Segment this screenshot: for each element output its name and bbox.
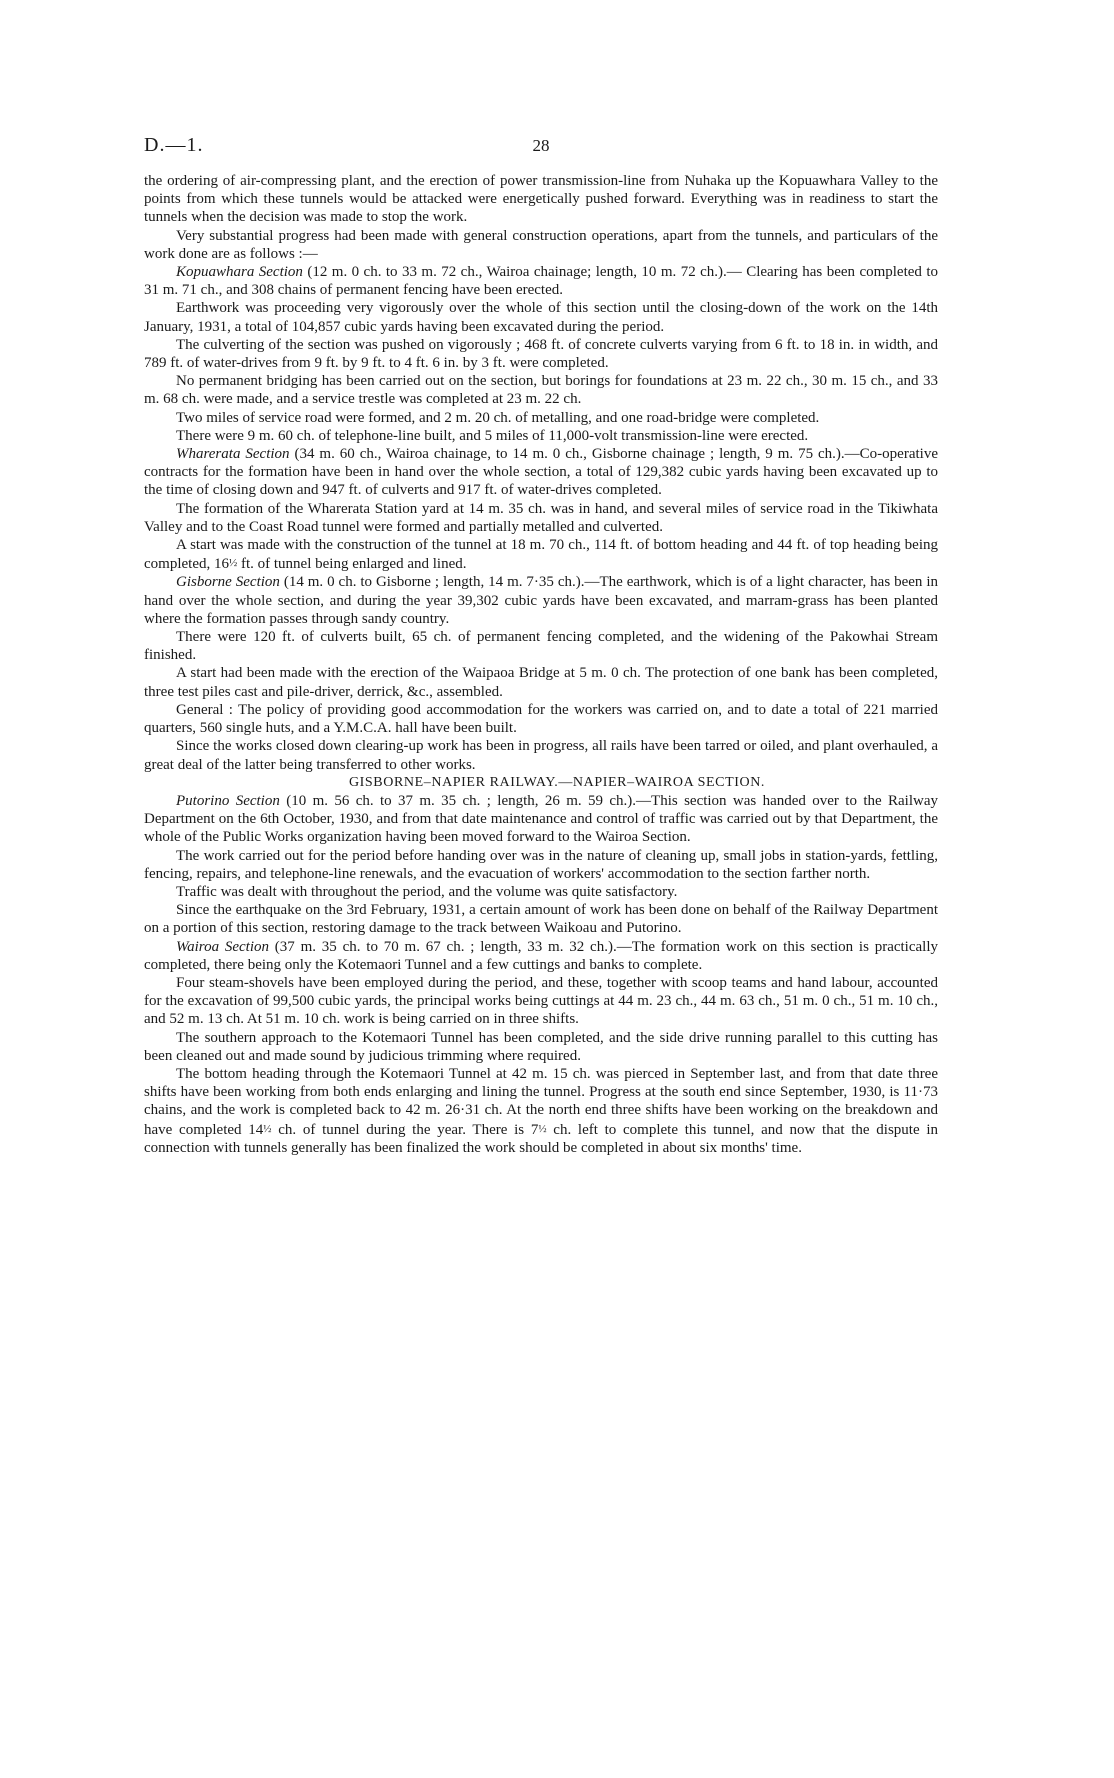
paragraph-text: (12 m. 0 ch. to 33 m. 72 ch., Wairoa chainage; length, 10 m. 72 ch.).— Clearing has been completed to 31 m. 71 ch., and 308 chains of permanent fencing have been erected. (144, 264, 939, 299)
fraction: ½ (228, 557, 238, 570)
paragraph: There were 120 ft. of culverts built, 65 ch. of permanent fencing completed, and the widening of the Pakowhai Stream finished. (144, 629, 938, 664)
paragraph-text: (34 m. 60 ch., Wairoa chainage, to 14 m. 0 ch., Gisborne chainage ; length, 9 m. 75 ch.).—Co-operative contracts for the formation have been in hand over the whole section, a total of 129,382 cubic yards having been excavated up to the time of closing down and 947 ft. of culverts and 917 ft. of water-drives completed. (144, 446, 938, 499)
paragraph (144, 536, 938, 573)
paragraph (144, 573, 938, 628)
paragraph: the ordering of air-compressing plant, and the erection of power transmission-line from Nuhaka up the Kopuawhara Valley to the points from which these tunnels would be attacked were energetically pushed forward. Everything was in readiness to start the tunnels when the decision was made to stop the work. (144, 173, 938, 226)
paragraph-text: (10 m. 56 ch. to 37 m. 35 ch. ; length, 26 m. 59 ch.).—This section was handed over to the Railway Department on the 6th October, 1930, and from that date maintenance and control of traffic was carried out by that Department, the whole of the Public Works organization having been moved forward to the Wairoa Section. (144, 792, 938, 846)
paragraph: Earthwork was proceeding very vigorously over the whole of this section until the closing-down of the work on the 14th January, 1931, a total of 104,857 cubic yards having been excavated during the period. (144, 300, 938, 335)
paragraph: A start had been made with the erection of the Waipaoa Bridge at 5 m. 0 ch. The protection of one bank has been completed, three test piles cast and pile-driver, derrick, &c., assembled. (144, 665, 938, 700)
page-header (144, 134, 938, 164)
paragraph-text: ch. left to complete this tunnel, and now that the dispute in connection with tunnels generally has been finalized the work should be completed in about six months' time. (144, 1121, 939, 1156)
section-lead: Wharerata Section (176, 446, 290, 463)
document-reference: D.—1. (144, 134, 204, 156)
paragraph: Traffic was dealt with throughout the period, and the volume was quite satisfactory. (176, 883, 678, 900)
paragraph: There were 9 m. 60 ch. of telephone-line built, and 5 miles of 11,000-volt transmission-line were erected. (176, 427, 809, 444)
paragraph-text: A start was made with the construction of the tunnel at 18 m. 70 ch., 114 ft. of bottom heading and 44 ft. of top heading being completed, 16 (144, 537, 938, 573)
paragraph: The formation of the Wharerata Station yard at 14 m. 35 ch. was in hand, and several miles of service road in the Tikiwhata Valley and to the Coast Road tunnel were formed and partially metalled and culverted. (144, 500, 938, 535)
paragraph: No permanent bridging has been carried out on the section, but borings for foundations at 23 m. 22 ch., 30 m. 15 ch., and 33 m. 68 ch. were made, and a service trestle was completed at 23 m. 22 ch. (144, 373, 938, 408)
paragraph: Very substantial progress had been made with general construction operations, apart from the tunnels, and particulars of the work done are as follows :— (144, 227, 938, 262)
paragraph: Since the earthquake on the 3rd February, 1931, a certain amount of work has been done on behalf of the Railway Department on a portion of this section, restoring damage to the track between Waikoau and Putorino. (144, 902, 938, 937)
page-body (144, 172, 938, 1157)
paragraph (144, 445, 938, 500)
section-heading: GISBORNE–NAPIER RAILWAY.—NAPIER–WAIROA SECTION. (348, 774, 766, 790)
paragraph: Two miles of service road were formed, and 2 m. 20 ch. of metalling, and one road-bridge were completed. (176, 409, 820, 426)
fraction: ½ (263, 1122, 272, 1135)
paragraph (144, 1065, 938, 1157)
paragraph-text: ft. of tunnel being enlarged and lined. (237, 556, 467, 573)
page-number: 28 (532, 136, 550, 155)
paragraph: Four steam-shovels have been employed during the period, and these, together with scoop teams and hand labour, accounted for the excavation of 99,500 cubic yards, the principal works being cuttings at 44 m. 23 ch., 44 m. 63 ch., 51 m. 0 ch., 51 m. 10 ch., and 52 m. 13 ch. At 51 m. 10 ch. work is being carried on in three shifts. (144, 974, 938, 1028)
section-lead: Wairoa Section (176, 938, 270, 955)
section-lead: Putorino Section (176, 792, 280, 809)
paragraph: The work carried out for the period before handing over was in the nature of cleaning up, small jobs in station-yards, fettling, fencing, repairs, and telephone-line renewals, and the evacuation of workers' accommodation to the section farther north. (144, 847, 938, 882)
paragraph-text: The bottom heading through the Kotemaori Tunnel at 42 m. 15 ch. was pierced in September last, and from that date three shifts have been working from both ends enlarging and lining the tunnel. Progress at the south end since September, 1930, is 11·73 chains, and the work is completed back to 42 m. 26·31 ch. At the north end three shifts have been working on the breakdown and have completed 14 (144, 1065, 938, 1138)
section-lead: Kopuawhara Section (176, 264, 303, 281)
section-lead: Gisborne Section (176, 574, 280, 591)
paragraph (144, 938, 938, 974)
paragraph-text: (37 m. 35 ch. to 70 m. 67 ch. ; length, 33 m. 32 ch.).—The formation work on this section is practically completed, there being only the Kotemaori Tunnel and a few cuttings and banks to complete. (144, 938, 938, 973)
fraction: ½ (538, 1122, 547, 1135)
paragraph-text: (14 m. 0 ch. to Gisborne ; length, 14 m. 7·35 ch.).—The earthwork, which is of a light character, has been in hand over the whole section, and during the year 39,302 cubic yards have been excavated, and marram-grass has been planted where the formation passes through sandy country. (144, 574, 938, 627)
paragraph (144, 792, 938, 847)
paragraph: General : The policy of providing good accommodation for the workers was carried on, and to date a total of 221 married quarters, 560 single huts, and a Y.M.C.A. hall have been built. (144, 701, 938, 737)
paragraph: The southern approach to the Kotemaori Tunnel has been completed, and the side drive running parallel to this cutting has been cleaned out and made sound by judicious trimming where required. (144, 1029, 938, 1064)
paragraph: Since the works closed down clearing-up work has been in progress, all rails have been tarred or oiled, and plant overhauled, a great deal of the latter being transferred to other works. (144, 738, 938, 773)
paragraph-text: ch. of tunnel during the year. There is 7 (271, 1121, 539, 1138)
paragraph (144, 263, 938, 299)
paragraph: The culverting of the section was pushed on vigorously ; 468 ft. of concrete culverts varying from 6 ft. to 18 in. in width, and 789 ft. of water-drives from 9 ft. by 9 ft. to 4 ft. 6 in. by 3 ft. were completed. (144, 336, 938, 372)
